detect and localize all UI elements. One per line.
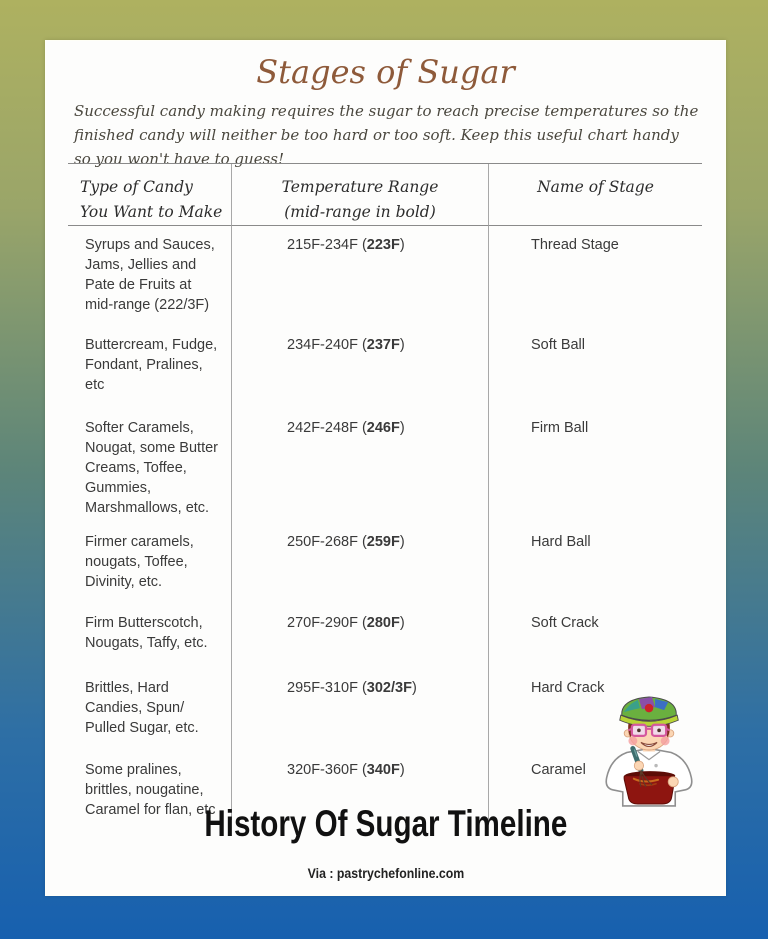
stage-cell: Firm Ball: [488, 409, 702, 523]
column-header-temperature-line2: (mid-range in bold): [284, 203, 436, 222]
temp-range: 234F-240F (: [287, 337, 367, 353]
column-header-temperature-line1: Temperature Range: [281, 178, 439, 196]
temp-suffix: ): [399, 534, 405, 550]
temp-range: 242F-248F (: [287, 420, 367, 436]
candy-cell: Brittles, Hard Candies, Spun/ Pulled Sugar, etc.: [85, 680, 199, 736]
column-header-stage: [488, 164, 702, 226]
candy-cell: Firmer caramels, nougats, Toffee, Divinity, etc.: [85, 534, 194, 590]
column-header-stage-line1: Name of Stage: [537, 178, 654, 196]
footer-title: [46, 803, 725, 845]
temp-mid-bold: 223F: [366, 237, 400, 253]
temp-mid-bold: 259F: [366, 534, 400, 550]
candy-cell: Firm Butterscotch, Nougats, Taffy, etc.: [85, 615, 208, 651]
temperature-cell: [231, 409, 488, 523]
stage-cell: Soft Ball: [488, 326, 702, 409]
candy-cell: Some pralines, brittles, nougatine, Caramel for flan, etc: [85, 762, 216, 818]
footer-source-text: Via : pastrychefonline.com: [307, 865, 464, 881]
column-header-candy-line1: Type of Candy: [80, 178, 193, 196]
stage-cell: Thread Stage: [488, 226, 702, 326]
candy-cell: Buttercream, Fudge, Fondant, Pralines, etc: [85, 337, 218, 393]
temp-range: 320F-360F (: [287, 762, 367, 778]
footer-title-text: History Of Sugar Timeline: [204, 803, 567, 844]
temp-suffix: ): [399, 237, 405, 253]
stage-cell: Hard Crack: [488, 669, 702, 751]
temp-mid-bold: 280F: [366, 615, 400, 631]
temp-mid-bold: 340F: [366, 762, 400, 778]
stage-cell: Caramel: [488, 751, 702, 820]
column-header-candy-line2: You Want to Make: [80, 203, 223, 222]
temp-suffix: ): [399, 615, 405, 631]
stage-cell: Hard Ball: [488, 523, 702, 604]
chart-card: [45, 40, 726, 896]
column-header-candy: [68, 164, 231, 226]
temp-range: 250F-268F (: [287, 534, 367, 550]
temp-mid-bold: 237F: [366, 337, 400, 353]
temperature-cell: [231, 326, 488, 409]
temp-mid-bold: 302/3F: [366, 680, 412, 696]
temp-suffix: ): [399, 420, 405, 436]
stage-cell: Soft Crack: [488, 604, 702, 669]
temp-range: 270F-290F (: [287, 615, 367, 631]
temp-suffix: ): [399, 337, 405, 353]
temp-range: 215F-234F (: [287, 237, 367, 253]
candy-cell: Syrups and Sauces, Jams, Jellies and Pate de Fruits at mid-range (222/3F): [85, 237, 215, 313]
intro-text: Successful candy making requires the sugar to reach precise temperatures so the finished candy will neither be too hard or too soft. Keep this useful chart handy so you won't have to guess!: [74, 102, 699, 168]
temperature-cell: [231, 226, 488, 326]
temp-mid-bold: 246F: [366, 420, 400, 436]
candy-cell: Softer Caramels, Nougat, some Butter Creams, Toffee, Gummies, Marshmallows, etc.: [85, 420, 218, 516]
temperature-cell: [231, 523, 488, 604]
temperature-cell: [231, 604, 488, 669]
column-header-temperature: [231, 164, 488, 226]
page-title: Stages of Sugar: [256, 53, 515, 91]
temp-suffix: ): [399, 762, 405, 778]
footer-source: [46, 865, 725, 883]
chef-stirring-bowl-icon: [593, 693, 705, 809]
temp-range: 295F-310F (: [287, 680, 367, 696]
temp-suffix: ): [411, 680, 417, 696]
temperature-cell: [231, 669, 488, 751]
